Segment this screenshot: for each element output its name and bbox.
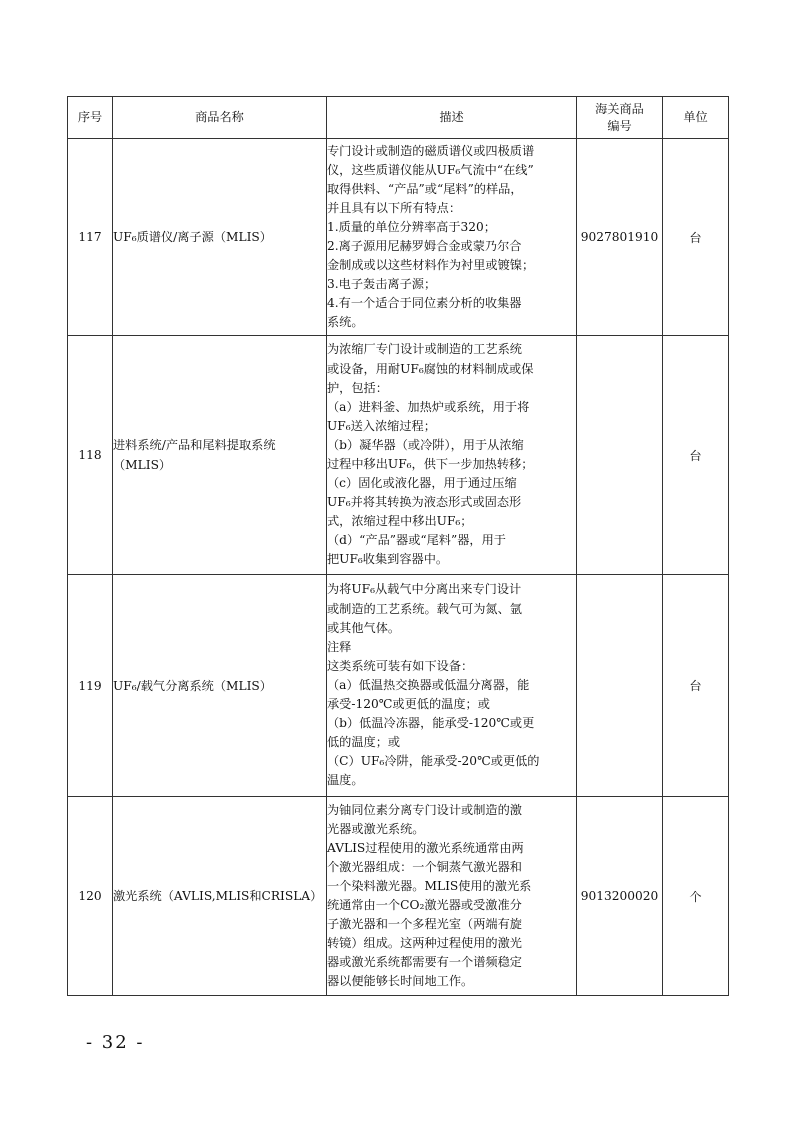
row-unit: 台 bbox=[663, 336, 729, 575]
row-seq: 120 bbox=[68, 797, 113, 996]
desc-line: 温度。 bbox=[327, 773, 364, 788]
row-desc bbox=[327, 336, 577, 575]
desc-line: 或设备，用耐UF₆腐蚀的材料制成或保 bbox=[327, 361, 534, 376]
row-code bbox=[577, 575, 663, 797]
desc-line: 4.有一个适合于同位素分析的收集器 bbox=[327, 296, 522, 311]
desc-line: 并且具有以下所有特点： bbox=[327, 200, 462, 215]
desc-line: 为铀同位素分离专门设计或制造的激 bbox=[327, 802, 522, 817]
desc-line: 统通常由一个CO₂激光器或受激准分 bbox=[327, 898, 522, 912]
header-name: 商品名称 bbox=[113, 97, 327, 139]
table-header-row bbox=[68, 97, 729, 139]
header-seq: 序号 bbox=[68, 97, 113, 139]
row-name: 激光系统（AVLIS,MLIS和CRISLA） bbox=[113, 797, 327, 996]
header-code-line1: 海关商品 bbox=[595, 101, 644, 116]
row-unit: 个 bbox=[663, 797, 729, 996]
desc-line: 过程中移出UF₆，供下一步加热转移； bbox=[327, 457, 534, 471]
page-number: - 32 - bbox=[86, 1032, 145, 1053]
desc-line: 护，包括： bbox=[327, 380, 388, 395]
desc-line: UF₆送入浓缩过程； bbox=[327, 418, 436, 433]
desc-line: 器或激光系统都需要有一个谱频稳定 bbox=[327, 955, 522, 970]
desc-line: 光器或激光系统。 bbox=[327, 821, 425, 836]
row-code: 9013200020 bbox=[577, 797, 663, 996]
desc-line: （c）固化或液化器，用于通过压缩 bbox=[327, 476, 517, 491]
desc-line: 或制造的工艺系统。载气可为氮、氩 bbox=[327, 601, 522, 616]
desc-line: 承受-120℃或更低的温度；或 bbox=[327, 697, 490, 712]
table-row bbox=[68, 575, 729, 797]
desc-line: （b）凝华器（或冷阱），用于从浓缩 bbox=[327, 437, 524, 452]
row-name-line2: （MLIS） bbox=[113, 458, 172, 472]
table-row bbox=[68, 139, 729, 336]
desc-line: （C）UF₆冷阱，能承受-20℃或更低的 bbox=[327, 754, 540, 769]
desc-line: 器以便能够长时间地工作。 bbox=[327, 974, 474, 989]
header-unit: 单位 bbox=[663, 97, 729, 139]
row-name-line1: 进料系统/产品和尾料提取系统 bbox=[113, 438, 276, 452]
desc-line: 为浓缩厂专门设计或制造的工艺系统 bbox=[327, 342, 522, 357]
row-desc bbox=[327, 139, 577, 336]
row-seq: 119 bbox=[68, 575, 113, 797]
header-code bbox=[577, 97, 663, 139]
desc-line: 把UF₆收集到容器中。 bbox=[327, 552, 449, 567]
desc-line: 系统。 bbox=[327, 315, 364, 330]
table-row bbox=[68, 797, 729, 996]
row-code: 9027801910 bbox=[577, 139, 663, 336]
row-name bbox=[113, 336, 327, 575]
desc-line: 取得供料、“产品”或“尾料”的样品， bbox=[327, 181, 523, 196]
desc-line: 或其他气体。 bbox=[327, 620, 401, 635]
desc-line: 1.质量的单位分辨率高于320； bbox=[327, 219, 496, 234]
row-unit: 台 bbox=[663, 139, 729, 336]
desc-line: 金制成或以这些材料作为衬里或镀镍； bbox=[327, 258, 535, 273]
header-desc: 描述 bbox=[327, 97, 577, 139]
desc-line: 2.离子源用尼赫罗姆合金或蒙乃尔合 bbox=[327, 239, 522, 253]
row-name: UF₆/载气分离系统（MLIS） bbox=[113, 575, 327, 797]
desc-line: （a）低温热交换器或低温分离器，能 bbox=[327, 677, 530, 692]
row-desc bbox=[327, 797, 577, 996]
desc-line: 注释 bbox=[327, 639, 352, 654]
desc-line: 子激光器和一个多程光室（两端有旋 bbox=[327, 917, 522, 932]
desc-line: （b）低温冷冻器，能承受-120℃或更 bbox=[327, 716, 535, 731]
desc-line: UF₆并将其转换为液态形式或固态形 bbox=[327, 495, 522, 510]
desc-line: 仪，这些质谱仪能从UF₆气流中“在线” bbox=[327, 162, 534, 177]
row-name: UF₆质谱仪/离子源（MLIS） bbox=[113, 139, 327, 336]
row-unit: 台 bbox=[663, 575, 729, 797]
desc-line: （d）“产品”器或“尾料”器，用于 bbox=[327, 533, 506, 548]
desc-line: 这类系统可装有如下设备： bbox=[327, 658, 474, 673]
row-seq: 118 bbox=[68, 336, 113, 575]
desc-line: 3.电子轰击离子源； bbox=[327, 277, 437, 292]
table-row bbox=[68, 336, 729, 575]
desc-line: 式，浓缩过程中移出UF₆； bbox=[327, 514, 473, 529]
row-seq: 117 bbox=[68, 139, 113, 336]
header-code-line2: 编号 bbox=[607, 118, 632, 133]
desc-line: 个激光器组成：一个铜蒸气激光器和 bbox=[327, 859, 522, 874]
controlled-goods-table bbox=[67, 96, 729, 996]
desc-line: 转镜）组成。这两种过程使用的激光 bbox=[327, 936, 522, 951]
row-code bbox=[577, 336, 663, 575]
desc-line: 专门设计或制造的磁质谱仪或四极质谱 bbox=[327, 143, 535, 158]
row-desc bbox=[327, 575, 577, 797]
desc-line: 为将UF₆从载气中分离出来专门设计 bbox=[327, 582, 522, 597]
desc-line: 一个染料激光器。MLIS使用的激光系 bbox=[327, 878, 532, 893]
desc-line: AVLIS过程使用的激光系统通常由两 bbox=[327, 840, 524, 855]
desc-line: 低的温度；或 bbox=[327, 735, 401, 750]
desc-line: （a）进料釜、加热炉或系统，用于将 bbox=[327, 399, 530, 414]
